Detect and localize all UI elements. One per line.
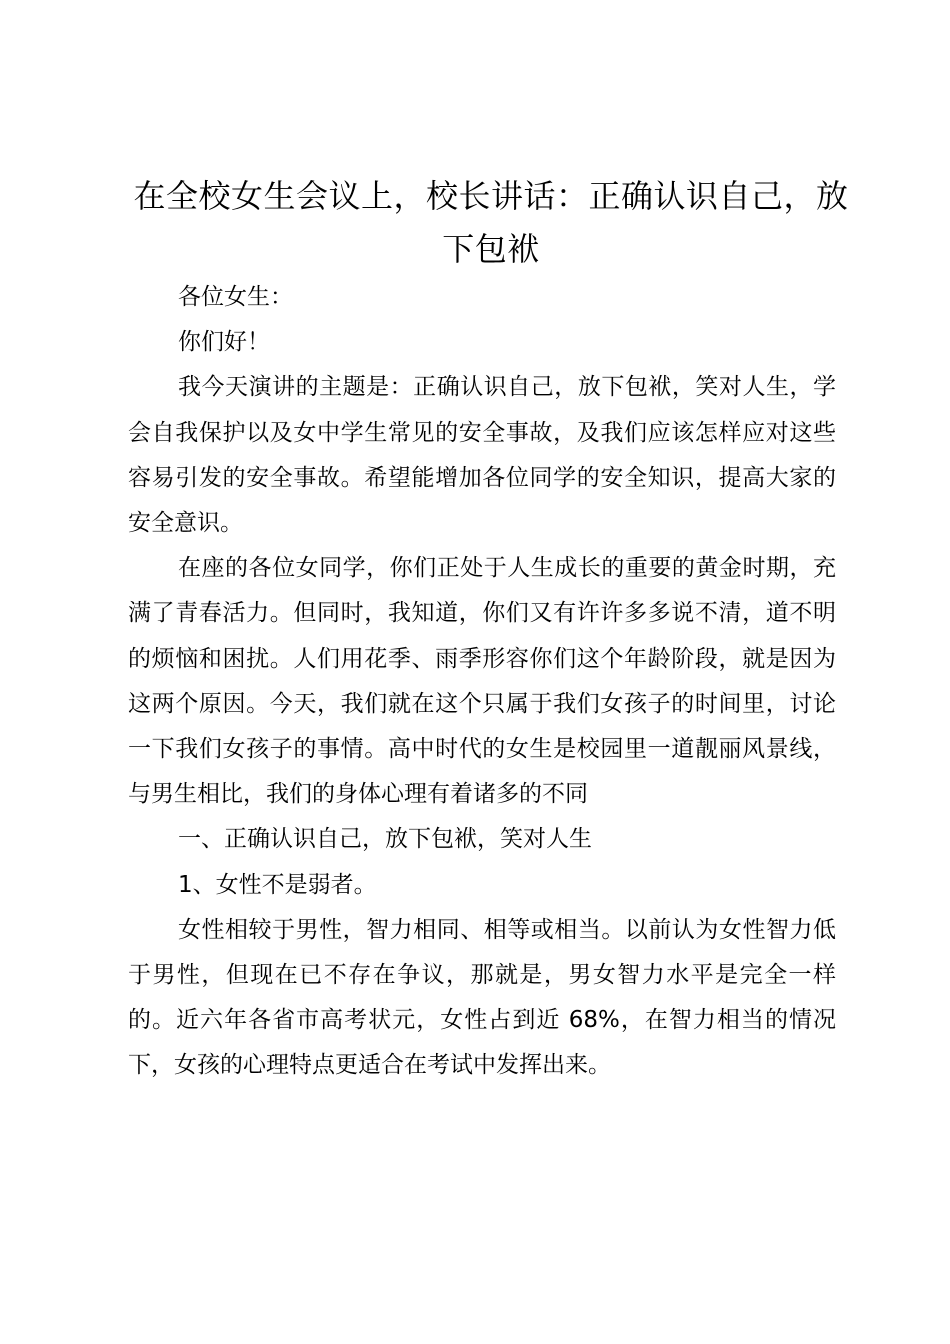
greeting: 你们好！ <box>178 329 270 356</box>
paragraph-intro: 在座的各位女同学，你们正处于人生成长的重要的黄金时期，充满了青春活力。但同时，我知道，你们又有许许多多说不清，道不明的烦恼和困扰。人们用花季、雨季形容你们这个年龄阶段，就是因为这两个原因。今天，我们就在这个只属于我们女孩子的时间里，讨论一下我们女孩子的事情。高中时代的女生是校园里一道靓丽风景线，与男生相比，我们的身体心理有着诸多的不同 <box>128 555 836 808</box>
paragraph-theme: 我今天演讲的主题是：正确认识自己，放下包袱，笑对人生，学会自我保护以及女中学生常见的安全事故，及我们应该怎样应对这些容易引发的安全事故。希望能增加各位同学的安全知识，提高大家的安全意识。 <box>128 374 836 537</box>
salutation: 各位女生： <box>178 284 293 310</box>
document-body <box>128 275 836 1089</box>
document-title: 在全校女生会议上，校长讲话：正确认识自己，放下包袱 <box>133 177 849 268</box>
paragraph-intelligence: 女性相较于男性，智力相同、相等或相当。以前认为女性智力低于男性，但现在已不存在争议，那就是，男女智力水平是完全一样的。近六年各省市高考状元，女性占到近 68%，在智力相当的情况下，女孩的心理特点更适合在考试中发挥出来。 <box>128 916 836 1079</box>
section-heading: 一、正确认识自己，放下包袱，笑对人生 <box>178 826 592 853</box>
subsection-heading: 1、女性不是弱者。 <box>178 871 377 898</box>
